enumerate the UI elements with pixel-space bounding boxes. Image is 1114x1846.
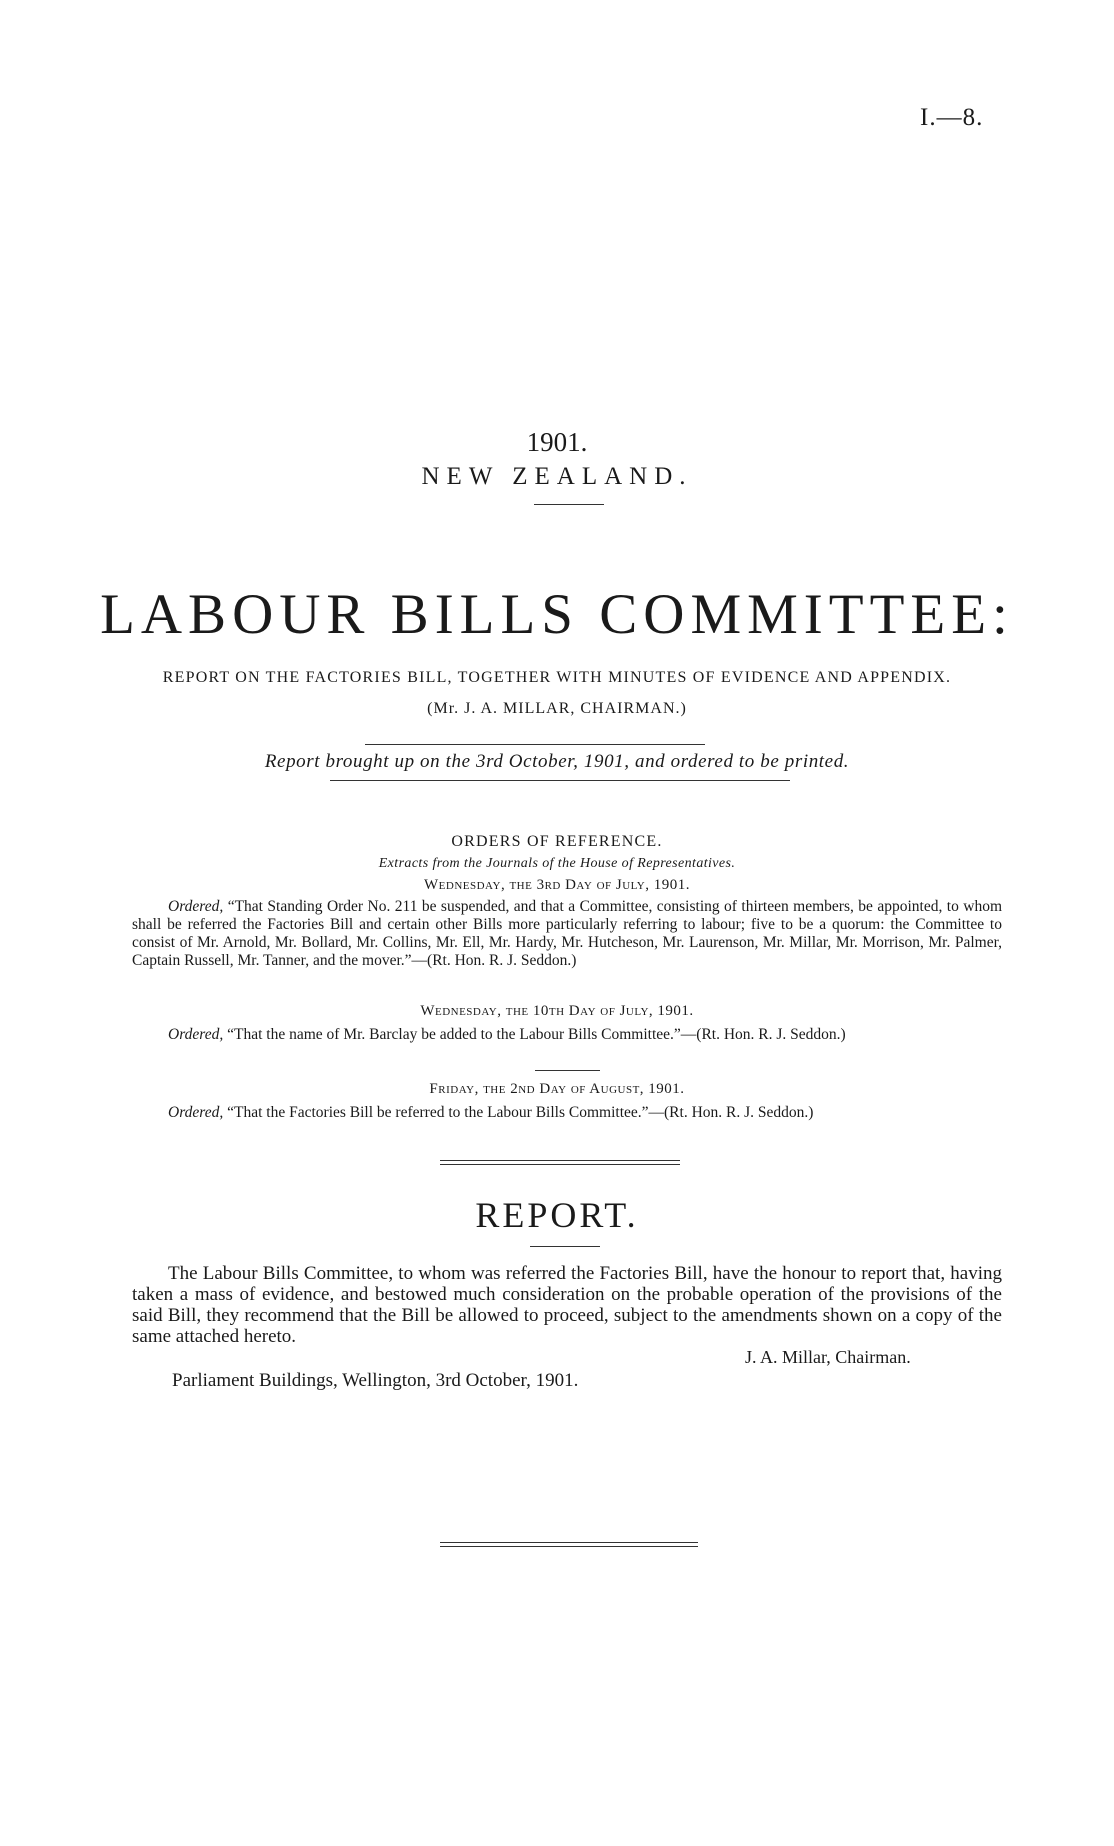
order-paragraph — [132, 1104, 1002, 1122]
journals-extract-line: Extracts from the Journals of the House of Representatives. — [378, 856, 736, 871]
order-label: Ordered, — [168, 1104, 224, 1121]
order-paragraph — [132, 898, 1002, 970]
report-body — [132, 1263, 1002, 1347]
document-title: LABOUR BILLS COMMITTEE: — [100, 583, 1014, 646]
divider — [330, 780, 790, 781]
document-year: 1901. — [526, 427, 588, 457]
document-subtitle: REPORT ON THE FACTORIES BILL, TOGETHER WITH MINUTES OF EVIDENCE AND APPENDIX. — [162, 669, 952, 686]
order-date: Wednesday, the 3rd Day of July, 1901. — [424, 877, 690, 893]
order-text: “That the name of Mr. Barclay be added to the Labour Bills Committee.”—(Rt. Hon. R. J. Seddon.) — [227, 1026, 846, 1043]
chairman-signature: J. A. Millar, Chairman. — [745, 1347, 911, 1367]
report-heading: REPORT. — [475, 1195, 639, 1235]
divider — [530, 1246, 600, 1247]
order-date: Wednesday, the 10th Day of July, 1901. — [420, 1003, 694, 1019]
report-text: The Labour Bills Committee, to whom was referred the Factories Bill, have the honour to report that, having taken a mass of evidence, and bestowed much consideration on the probable operation of the provisions of the said Bill, they recommend that the Bill be allowed to proceed, subject to the amendments shown on a copy of the same attached hereto. — [132, 1263, 1002, 1347]
order-date: Friday, the 2nd Day of August, 1901. — [429, 1081, 685, 1097]
orders-of-reference-heading: ORDERS OF REFERENCE. — [451, 833, 663, 850]
order-paragraph — [132, 1026, 1002, 1044]
order-label: Ordered, — [168, 898, 224, 915]
order-text: “That the Factories Bill be referred to the Labour Bills Committee.”—(Rt. Hon. R. J. Seddon.) — [227, 1104, 814, 1121]
chairman-line: (Mr. J. A. MILLAR, CHAIRMAN.) — [427, 700, 687, 717]
divider — [534, 504, 604, 505]
divider — [535, 1070, 600, 1071]
country-heading: NEW ZEALAND. — [421, 463, 693, 490]
double-divider — [440, 1160, 680, 1165]
divider — [365, 744, 705, 745]
place-and-date: Parliament Buildings, Wellington, 3rd October, 1901. — [172, 1370, 579, 1391]
page-reference: I.—8. — [920, 104, 984, 131]
report-brought-up-line: Report brought up on the 3rd October, 1901, and ordered to be printed. — [264, 751, 850, 772]
order-label: Ordered, — [168, 1026, 224, 1043]
double-divider — [440, 1542, 698, 1547]
order-text: “That Standing Order No. 211 be suspended, and that a Committee, consisting of thirteen members, be appointed, to whom shall be referred the Factories Bill and certain other Bills more particularly referring to labour; five to be a quorum: the Committee to consist of Mr. Arnold, Mr. Bollard, Mr. Collins, Mr. Ell, Mr. Hardy, Mr. Hutcheson, Mr. Laurenson, Mr. Millar, Mr. Morrison, Mr. Palmer, Captain Russell, Mr. Tanner, and the mover.”—(Rt. Hon. R. J. Seddon.) — [132, 898, 1003, 969]
